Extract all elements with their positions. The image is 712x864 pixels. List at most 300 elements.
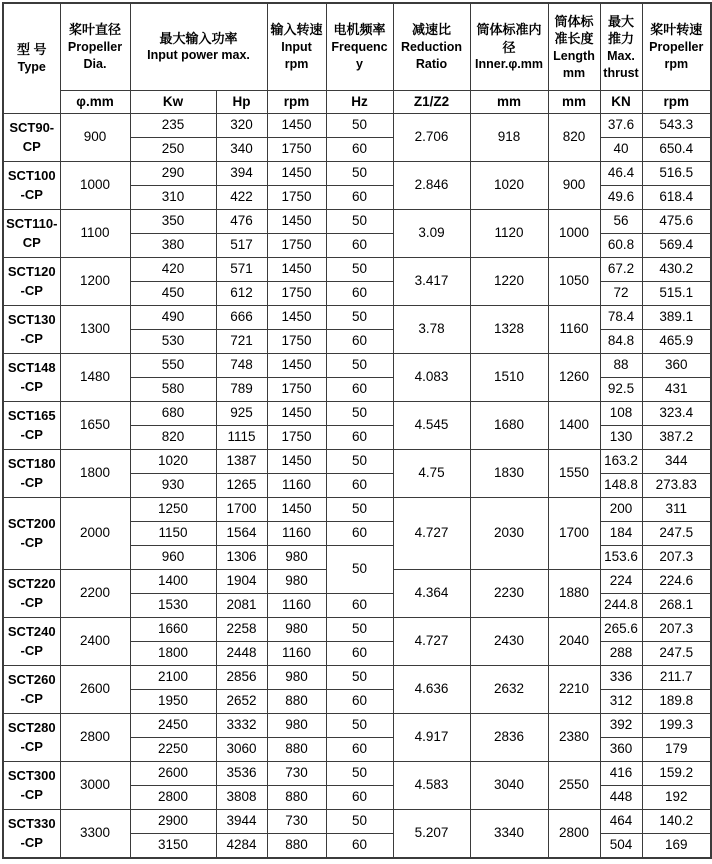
table-row (3, 618, 711, 642)
power-kw-cell: 2800 (130, 786, 216, 810)
max-thrust-cell: 49.6 (600, 186, 642, 210)
model-cell: SCT100-CP (3, 162, 60, 210)
spec-table (2, 2, 712, 859)
inner-dia-cell: 2632 (470, 666, 548, 714)
power-kw-cell: 2600 (130, 762, 216, 786)
power-kw-cell: 1250 (130, 498, 216, 522)
max-thrust-cell: 88 (600, 354, 642, 378)
table-row (3, 306, 711, 330)
propeller-rpm-cell: 199.3 (642, 714, 711, 738)
power-kw-cell: 290 (130, 162, 216, 186)
power-kw-cell: 2250 (130, 738, 216, 762)
propeller-rpm-cell: 430.2 (642, 258, 711, 282)
table-row (3, 450, 711, 474)
input-rpm-header-en: Input rpm (281, 39, 312, 71)
max-thrust-header (600, 3, 642, 91)
length-cell: 900 (548, 162, 600, 210)
propeller-rpm-cell: 344 (642, 450, 711, 474)
propeller-dia-header (60, 3, 130, 91)
max-thrust-cell: 360 (600, 738, 642, 762)
propeller-rpm-cell: 169 (642, 834, 711, 859)
model-cell: SCT110-CP (3, 210, 60, 258)
frequency-cell: 60 (326, 642, 393, 666)
input-rpm-cell: 1750 (267, 234, 326, 258)
unit-header: rpm (642, 91, 711, 114)
input-rpm-cell: 1450 (267, 354, 326, 378)
power-kw-cell: 820 (130, 426, 216, 450)
power-kw-cell: 1530 (130, 594, 216, 618)
frequency-cell: 60 (326, 234, 393, 258)
model-cell: SCT200-CP (3, 498, 60, 570)
input-rpm-header-zh: 输入转速 (270, 22, 323, 38)
model-cell: SCT180-CP (3, 450, 60, 498)
propeller-rpm-cell: 389.1 (642, 306, 711, 330)
length-cell: 820 (548, 114, 600, 162)
power-kw-cell: 2900 (130, 810, 216, 834)
power-hp-cell: 1564 (216, 522, 267, 546)
unit-header: mm (470, 91, 548, 114)
length-cell: 1550 (548, 450, 600, 498)
power-kw-cell: 1150 (130, 522, 216, 546)
inner-dia-header (470, 3, 548, 91)
max-thrust-cell: 78.4 (600, 306, 642, 330)
max-thrust-cell: 56 (600, 210, 642, 234)
unit-header: Z1/Z2 (393, 91, 470, 114)
power-kw-cell: 2450 (130, 714, 216, 738)
frequency-cell: 60 (326, 738, 393, 762)
propeller-rpm-header (642, 3, 711, 91)
power-kw-cell: 680 (130, 402, 216, 426)
inner-dia-cell: 2430 (470, 618, 548, 666)
power-kw-cell: 1400 (130, 570, 216, 594)
power-hp-cell: 3944 (216, 810, 267, 834)
propeller-dia-cell: 3000 (60, 762, 130, 810)
power-hp-cell: 721 (216, 330, 267, 354)
power-kw-cell: 1020 (130, 450, 216, 474)
propeller-dia-header-zh: 桨叶直径 (68, 22, 121, 38)
model-cell: SCT220-CP (3, 570, 60, 618)
max-thrust-cell: 84.8 (600, 330, 642, 354)
table-row (3, 354, 711, 378)
input-rpm-cell: 1160 (267, 642, 326, 666)
power-hp-cell: 2856 (216, 666, 267, 690)
power-hp-cell: 2081 (216, 594, 267, 618)
power-kw-cell: 490 (130, 306, 216, 330)
frequency-cell: 60 (326, 282, 393, 306)
inner-dia-cell: 1830 (470, 450, 548, 498)
power-hp-cell: 517 (216, 234, 267, 258)
model-cell: SCT165-CP (3, 402, 60, 450)
reduction-ratio-cell: 4.727 (393, 618, 470, 666)
propeller-dia-cell: 1200 (60, 258, 130, 306)
reduction-ratio-cell: 4.636 (393, 666, 470, 714)
table-row (3, 714, 711, 738)
table-row (3, 402, 711, 426)
frequency-cell: 60 (326, 330, 393, 354)
frequency-cell: 60 (326, 378, 393, 402)
power-kw-cell: 350 (130, 210, 216, 234)
model-cell: SCT90-CP (3, 114, 60, 162)
inner-dia-cell: 2030 (470, 498, 548, 570)
reduction-ratio-cell: 4.083 (393, 354, 470, 402)
power-hp-cell: 4284 (216, 834, 267, 859)
type-header (3, 3, 60, 114)
length-cell: 1880 (548, 570, 600, 618)
power-hp-cell: 1904 (216, 570, 267, 594)
propeller-dia-cell: 1650 (60, 402, 130, 450)
propeller-rpm-cell: 207.3 (642, 546, 711, 570)
propeller-rpm-cell: 387.2 (642, 426, 711, 450)
table-body (3, 114, 711, 859)
input-rpm-cell: 980 (267, 666, 326, 690)
propeller-rpm-header-zh: 桨叶转速 (650, 22, 703, 38)
type-header-zh: 型 号 (16, 42, 47, 58)
max-thrust-cell: 464 (600, 810, 642, 834)
input-rpm-cell: 980 (267, 714, 326, 738)
propeller-dia-header-en: Propeller Dia. (67, 39, 123, 71)
propeller-rpm-cell: 224.6 (642, 570, 711, 594)
inner-dia-cell: 2836 (470, 714, 548, 762)
power-kw-cell: 3150 (130, 834, 216, 859)
length-cell: 2800 (548, 810, 600, 859)
model-cell: SCT130-CP (3, 306, 60, 354)
table-row (3, 114, 711, 138)
frequency-cell: 60 (326, 138, 393, 162)
length-cell: 2040 (548, 618, 600, 666)
table-row (3, 498, 711, 522)
frequency-cell: 50 (326, 354, 393, 378)
inner-dia-cell: 3340 (470, 810, 548, 859)
power-kw-cell: 2100 (130, 666, 216, 690)
model-cell: SCT240-CP (3, 618, 60, 666)
power-kw-cell: 580 (130, 378, 216, 402)
unit-header: Hz (326, 91, 393, 114)
inner-dia-cell: 3040 (470, 762, 548, 810)
model-cell: SCT120-CP (3, 258, 60, 306)
propeller-rpm-cell: 159.2 (642, 762, 711, 786)
input-rpm-cell: 1450 (267, 498, 326, 522)
frequency-cell: 60 (326, 186, 393, 210)
frequency-cell: 50 (326, 306, 393, 330)
max-thrust-cell: 37.6 (600, 114, 642, 138)
power-hp-cell: 3536 (216, 762, 267, 786)
reduction-ratio-header (393, 3, 470, 91)
propeller-rpm-cell: 192 (642, 786, 711, 810)
max-thrust-cell: 312 (600, 690, 642, 714)
unit-header: rpm (267, 91, 326, 114)
unit-header: mm (548, 91, 600, 114)
model-cell: SCT330-CP (3, 810, 60, 859)
input-rpm-cell: 1450 (267, 450, 326, 474)
propeller-rpm-cell: 247.5 (642, 642, 711, 666)
reduction-ratio-cell: 2.846 (393, 162, 470, 210)
max-thrust-cell: 67.2 (600, 258, 642, 282)
max-thrust-header-en: Max. thrust (603, 48, 639, 80)
propeller-dia-cell: 1480 (60, 354, 130, 402)
power-kw-cell: 960 (130, 546, 216, 570)
table-row (3, 666, 711, 690)
max-thrust-cell: 60.8 (600, 234, 642, 258)
max-thrust-cell: 130 (600, 426, 642, 450)
input-rpm-cell: 980 (267, 570, 326, 594)
power-hp-cell: 422 (216, 186, 267, 210)
propeller-rpm-cell: 618.4 (642, 186, 711, 210)
inner-dia-cell: 1020 (470, 162, 548, 210)
unit-header: Hp (216, 91, 267, 114)
unit-header: KN (600, 91, 642, 114)
input-rpm-cell: 880 (267, 690, 326, 714)
frequency-cell: 50 (326, 210, 393, 234)
propeller-rpm-cell: 273.83 (642, 474, 711, 498)
propeller-rpm-cell: 247.5 (642, 522, 711, 546)
inner-dia-cell: 1680 (470, 402, 548, 450)
input-rpm-cell: 1750 (267, 426, 326, 450)
propeller-rpm-cell: 311 (642, 498, 711, 522)
length-cell: 1050 (548, 258, 600, 306)
model-cell: SCT260-CP (3, 666, 60, 714)
type-header-en: Type (17, 59, 46, 74)
propeller-rpm-cell: 211.7 (642, 666, 711, 690)
reduction-ratio-cell: 4.364 (393, 570, 470, 618)
propeller-dia-cell: 2400 (60, 618, 130, 666)
power-kw-cell: 1800 (130, 642, 216, 666)
power-hp-cell: 1115 (216, 426, 267, 450)
max-thrust-cell: 163.2 (600, 450, 642, 474)
propeller-dia-cell: 1000 (60, 162, 130, 210)
reduction-ratio-cell: 4.583 (393, 762, 470, 810)
frequency-cell: 60 (326, 474, 393, 498)
frequency-cell: 50 (326, 450, 393, 474)
reduction-ratio-cell: 3.417 (393, 258, 470, 306)
frequency-cell: 50 (326, 498, 393, 522)
inner-dia-cell: 1328 (470, 306, 548, 354)
inner-dia-cell: 1220 (470, 258, 548, 306)
propeller-dia-cell: 1100 (60, 210, 130, 258)
power-kw-cell: 235 (130, 114, 216, 138)
propeller-rpm-cell: 543.3 (642, 114, 711, 138)
input-rpm-cell: 1750 (267, 138, 326, 162)
frequency-cell: 50 (326, 666, 393, 690)
inner-dia-cell: 918 (470, 114, 548, 162)
max-thrust-cell: 46.4 (600, 162, 642, 186)
propeller-rpm-cell: 569.4 (642, 234, 711, 258)
propeller-dia-cell: 2200 (60, 570, 130, 618)
max-thrust-cell: 40 (600, 138, 642, 162)
propeller-rpm-cell: 268.1 (642, 594, 711, 618)
frequency-cell: 50 (326, 762, 393, 786)
power-hp-cell: 666 (216, 306, 267, 330)
max-thrust-cell: 244.8 (600, 594, 642, 618)
max-thrust-cell: 108 (600, 402, 642, 426)
max-thrust-cell: 153.6 (600, 546, 642, 570)
reduction-ratio-cell: 4.75 (393, 450, 470, 498)
standard-length-header-en: Length mm (553, 48, 595, 80)
unit-header: Kw (130, 91, 216, 114)
length-cell: 1160 (548, 306, 600, 354)
input-rpm-cell: 1450 (267, 114, 326, 138)
power-kw-cell: 250 (130, 138, 216, 162)
inner-dia-header-zh: 筒体标准内径 (476, 22, 542, 55)
inner-dia-header-en: Inner.φ.mm (475, 57, 544, 72)
power-hp-cell: 476 (216, 210, 267, 234)
max-thrust-cell: 336 (600, 666, 642, 690)
propeller-rpm-cell: 465.9 (642, 330, 711, 354)
reduction-ratio-cell: 4.917 (393, 714, 470, 762)
input-rpm-cell: 730 (267, 762, 326, 786)
propeller-rpm-cell: 179 (642, 738, 711, 762)
power-hp-cell: 2448 (216, 642, 267, 666)
input-rpm-cell: 1160 (267, 594, 326, 618)
power-hp-cell: 3060 (216, 738, 267, 762)
propeller-dia-cell: 3300 (60, 810, 130, 859)
frequency-cell: 50 (326, 114, 393, 138)
frequency-cell: 60 (326, 522, 393, 546)
table-row (3, 810, 711, 834)
power-hp-cell: 571 (216, 258, 267, 282)
max-thrust-cell: 392 (600, 714, 642, 738)
input-rpm-cell: 880 (267, 786, 326, 810)
input-rpm-cell: 1450 (267, 162, 326, 186)
length-cell: 1400 (548, 402, 600, 450)
power-hp-cell: 1387 (216, 450, 267, 474)
power-hp-cell: 748 (216, 354, 267, 378)
input-rpm-cell: 1450 (267, 402, 326, 426)
table-head (3, 3, 711, 114)
propeller-rpm-header-en: Propeller rpm (649, 39, 704, 71)
length-cell: 1700 (548, 498, 600, 570)
max-thrust-cell: 288 (600, 642, 642, 666)
propeller-dia-cell: 900 (60, 114, 130, 162)
frequency-cell: 50 (326, 618, 393, 642)
propeller-rpm-cell: 360 (642, 354, 711, 378)
table-row (3, 210, 711, 234)
max-thrust-cell: 416 (600, 762, 642, 786)
input-rpm-cell: 1750 (267, 330, 326, 354)
input-rpm-cell: 980 (267, 546, 326, 570)
power-hp-cell: 789 (216, 378, 267, 402)
propeller-dia-cell: 1300 (60, 306, 130, 354)
frequency-cell: 60 (326, 834, 393, 859)
power-kw-cell: 930 (130, 474, 216, 498)
input-rpm-cell: 1750 (267, 378, 326, 402)
input-rpm-cell: 880 (267, 834, 326, 859)
frequency-cell: 50 (326, 714, 393, 738)
input-rpm-cell: 1160 (267, 474, 326, 498)
frequency-cell: 50 (326, 162, 393, 186)
length-cell: 2550 (548, 762, 600, 810)
max-thrust-header-zh: 最大推力 (608, 13, 635, 47)
inner-dia-cell: 2230 (470, 570, 548, 618)
power-kw-cell: 450 (130, 282, 216, 306)
propeller-rpm-cell: 650.4 (642, 138, 711, 162)
power-hp-cell: 925 (216, 402, 267, 426)
power-hp-cell: 3808 (216, 786, 267, 810)
frequency-cell: 60 (326, 594, 393, 618)
max-thrust-cell: 72 (600, 282, 642, 306)
table-row (3, 762, 711, 786)
model-cell: SCT300-CP (3, 762, 60, 810)
input-rpm-cell: 1450 (267, 258, 326, 282)
frequency-cell: 60 (326, 786, 393, 810)
propeller-rpm-cell: 475.6 (642, 210, 711, 234)
length-cell: 2380 (548, 714, 600, 762)
propeller-dia-cell: 1800 (60, 450, 130, 498)
standard-length-header-zh: 筒体标准长度 (554, 13, 594, 47)
input-rpm-cell: 730 (267, 810, 326, 834)
propeller-dia-cell: 2000 (60, 498, 130, 570)
model-cell: SCT280-CP (3, 714, 60, 762)
power-hp-cell: 1700 (216, 498, 267, 522)
max-thrust-cell: 92.5 (600, 378, 642, 402)
propeller-dia-cell: 2600 (60, 666, 130, 714)
length-cell: 2210 (548, 666, 600, 714)
propeller-rpm-cell: 515.1 (642, 282, 711, 306)
propeller-rpm-cell: 207.3 (642, 618, 711, 642)
propeller-rpm-cell: 431 (642, 378, 711, 402)
power-hp-cell: 340 (216, 138, 267, 162)
table-row (3, 258, 711, 282)
unit-header: φ.mm (60, 91, 130, 114)
reduction-ratio-cell: 4.545 (393, 402, 470, 450)
max-thrust-cell: 265.6 (600, 618, 642, 642)
frequency-header (326, 3, 393, 91)
power-hp-cell: 2258 (216, 618, 267, 642)
input-rpm-cell: 1750 (267, 186, 326, 210)
input-rpm-cell: 1750 (267, 282, 326, 306)
power-hp-cell: 1306 (216, 546, 267, 570)
reduction-ratio-cell: 3.78 (393, 306, 470, 354)
frequency-cell: 50 (326, 810, 393, 834)
frequency-header-zh: 电机频率 (333, 22, 386, 38)
input-power-header (130, 3, 267, 91)
frequency-header-en: Frequency (331, 39, 388, 71)
input-rpm-cell: 980 (267, 618, 326, 642)
power-kw-cell: 310 (130, 186, 216, 210)
input-rpm-cell: 1450 (267, 210, 326, 234)
power-kw-cell: 530 (130, 330, 216, 354)
power-hp-cell: 2652 (216, 690, 267, 714)
max-thrust-cell: 448 (600, 786, 642, 810)
reduction-ratio-cell: 3.09 (393, 210, 470, 258)
input-power-header-en: Input power max. (147, 48, 250, 63)
input-rpm-cell: 1160 (267, 522, 326, 546)
input-rpm-cell: 1450 (267, 306, 326, 330)
power-kw-cell: 550 (130, 354, 216, 378)
propeller-dia-cell: 2800 (60, 714, 130, 762)
frequency-cell: 60 (326, 426, 393, 450)
max-thrust-cell: 184 (600, 522, 642, 546)
input-rpm-cell: 880 (267, 738, 326, 762)
power-kw-cell: 380 (130, 234, 216, 258)
standard-length-header (548, 3, 600, 91)
frequency-cell: 50 (326, 258, 393, 282)
power-kw-cell: 1950 (130, 690, 216, 714)
input-rpm-header (267, 3, 326, 91)
inner-dia-cell: 1120 (470, 210, 548, 258)
max-thrust-cell: 200 (600, 498, 642, 522)
length-cell: 1000 (548, 210, 600, 258)
table-row (3, 162, 711, 186)
power-hp-cell: 320 (216, 114, 267, 138)
power-hp-cell: 1265 (216, 474, 267, 498)
power-kw-cell: 1660 (130, 618, 216, 642)
reduction-ratio-cell: 2.706 (393, 114, 470, 162)
frequency-cell: 60 (326, 690, 393, 714)
input-power-header-zh: 最大输入功率 (159, 30, 238, 46)
frequency-cell: 50 (326, 402, 393, 426)
propeller-rpm-cell: 140.2 (642, 810, 711, 834)
max-thrust-cell: 504 (600, 834, 642, 859)
